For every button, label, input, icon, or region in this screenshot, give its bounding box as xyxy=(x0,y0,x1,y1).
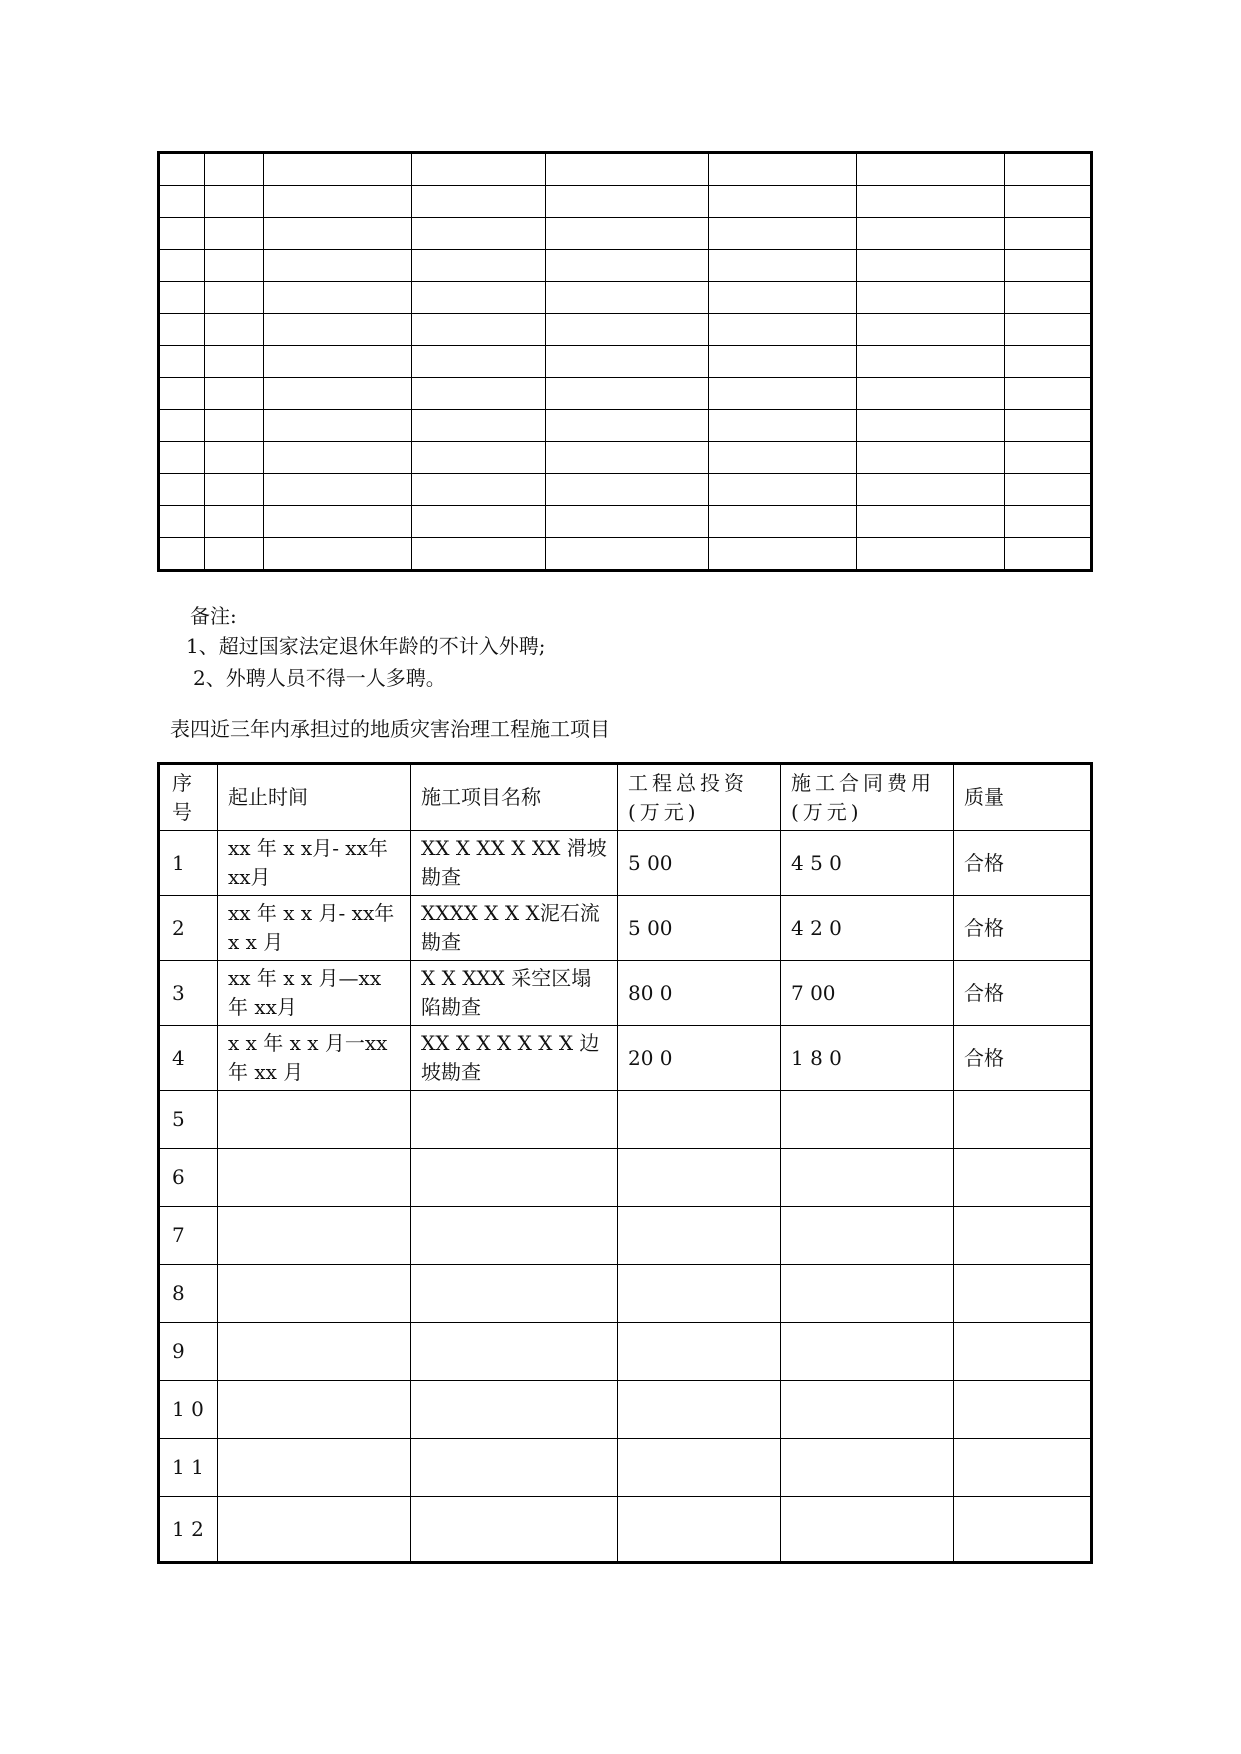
table-row xyxy=(159,1026,1092,1091)
empty-cell xyxy=(205,153,264,186)
empty-cell xyxy=(412,346,546,378)
cell-investment: 80 0 xyxy=(618,961,781,1026)
empty-cell xyxy=(1005,474,1092,506)
empty-cell xyxy=(857,538,1005,571)
cell-contract xyxy=(781,1381,954,1439)
empty-row xyxy=(159,186,1092,218)
empty-cell xyxy=(709,538,857,571)
cell-period xyxy=(218,1149,411,1207)
empty-cell xyxy=(857,474,1005,506)
table-row xyxy=(159,1497,1092,1563)
empty-cell xyxy=(412,314,546,346)
cell-investment xyxy=(618,1381,781,1439)
empty-cell xyxy=(1005,378,1092,410)
cell-contract xyxy=(781,1497,954,1563)
cell-seq: 9 xyxy=(159,1323,218,1381)
empty-cell xyxy=(412,474,546,506)
empty-cell xyxy=(857,218,1005,250)
cell-investment xyxy=(618,1265,781,1323)
table-row xyxy=(159,1439,1092,1497)
cell-quality xyxy=(954,1381,1092,1439)
empty-cell xyxy=(546,250,709,282)
projects-table xyxy=(157,762,1093,1564)
empty-cell xyxy=(205,506,264,538)
cell-seq: 1 xyxy=(159,831,218,896)
header-row xyxy=(159,764,1092,831)
empty-cell xyxy=(546,410,709,442)
cell-project-name xyxy=(411,1091,618,1149)
empty-cell xyxy=(1005,218,1092,250)
empty-row xyxy=(159,410,1092,442)
empty-cell xyxy=(857,282,1005,314)
cell-contract xyxy=(781,1439,954,1497)
empty-cell xyxy=(546,346,709,378)
empty-row xyxy=(159,282,1092,314)
empty-cell xyxy=(159,314,205,346)
cell-project-name xyxy=(411,1207,618,1265)
empty-row xyxy=(159,474,1092,506)
empty-cell xyxy=(546,442,709,474)
empty-row xyxy=(159,218,1092,250)
empty-cell xyxy=(412,186,546,218)
cell-seq: 1 2 xyxy=(159,1497,218,1563)
empty-cell xyxy=(264,153,412,186)
cell-contract: 4 2 0 xyxy=(781,896,954,961)
empty-cell xyxy=(857,410,1005,442)
cell-project-name xyxy=(411,1439,618,1497)
empty-cell xyxy=(412,250,546,282)
cell-contract xyxy=(781,1091,954,1149)
cell-investment xyxy=(618,1207,781,1265)
header-investment: 工程总投资(万元) xyxy=(618,764,781,831)
empty-cell xyxy=(412,282,546,314)
empty-cell xyxy=(205,282,264,314)
table-row xyxy=(159,896,1092,961)
empty-cell xyxy=(264,410,412,442)
empty-cell xyxy=(709,153,857,186)
cell-seq: 7 xyxy=(159,1207,218,1265)
empty-cell xyxy=(205,474,264,506)
empty-cell xyxy=(546,186,709,218)
cell-quality: 合格 xyxy=(954,831,1092,896)
cell-project-name: XX X XX X XX 滑坡勘查 xyxy=(411,831,618,896)
empty-cell xyxy=(857,186,1005,218)
cell-project-name xyxy=(411,1497,618,1563)
cell-period xyxy=(218,1323,411,1381)
cell-quality xyxy=(954,1265,1092,1323)
empty-cell xyxy=(857,346,1005,378)
empty-cell xyxy=(546,218,709,250)
empty-cell xyxy=(709,314,857,346)
empty-row xyxy=(159,250,1092,282)
empty-cell xyxy=(264,378,412,410)
empty-cell xyxy=(857,250,1005,282)
empty-row xyxy=(159,378,1092,410)
cell-quality xyxy=(954,1091,1092,1149)
empty-cell xyxy=(205,218,264,250)
empty-cell xyxy=(1005,314,1092,346)
cell-seq: 8 xyxy=(159,1265,218,1323)
empty-cell xyxy=(709,250,857,282)
empty-cell xyxy=(264,538,412,571)
header-quality: 质量 xyxy=(954,764,1092,831)
cell-quality: 合格 xyxy=(954,961,1092,1026)
empty-cell xyxy=(159,538,205,571)
empty-cell xyxy=(1005,442,1092,474)
cell-seq: 4 xyxy=(159,1026,218,1091)
empty-row xyxy=(159,442,1092,474)
empty-cell xyxy=(709,442,857,474)
cell-quality: 合格 xyxy=(954,896,1092,961)
cell-period xyxy=(218,1497,411,1563)
empty-row xyxy=(159,153,1092,186)
empty-cell xyxy=(264,346,412,378)
empty-cell xyxy=(709,346,857,378)
cell-project-name xyxy=(411,1265,618,1323)
empty-cell xyxy=(1005,506,1092,538)
empty-cell xyxy=(546,474,709,506)
empty-cell xyxy=(546,378,709,410)
empty-cell xyxy=(1005,538,1092,571)
empty-cell xyxy=(546,506,709,538)
empty-cell xyxy=(412,442,546,474)
cell-quality xyxy=(954,1497,1092,1563)
cell-project-name: X X XXX 采空区塌陷勘查 xyxy=(411,961,618,1026)
cell-quality xyxy=(954,1439,1092,1497)
cell-investment xyxy=(618,1323,781,1381)
empty-cell xyxy=(1005,346,1092,378)
empty-cell xyxy=(709,506,857,538)
cell-period xyxy=(218,1265,411,1323)
empty-cell xyxy=(264,442,412,474)
empty-cell xyxy=(546,153,709,186)
empty-cell xyxy=(159,410,205,442)
empty-cell xyxy=(546,314,709,346)
cell-contract: 1 8 0 xyxy=(781,1026,954,1091)
cell-contract xyxy=(781,1323,954,1381)
note-line-2: 2、外聘人员不得一人多聘。 xyxy=(193,666,446,690)
empty-cell xyxy=(159,474,205,506)
empty-cell xyxy=(159,218,205,250)
cell-quality xyxy=(954,1149,1092,1207)
cell-seq: 5 xyxy=(159,1091,218,1149)
empty-cell xyxy=(264,474,412,506)
cell-seq: 6 xyxy=(159,1149,218,1207)
header-contract: 施工合同费用(万元) xyxy=(781,764,954,831)
empty-cell xyxy=(857,314,1005,346)
cell-period xyxy=(218,1207,411,1265)
empty-cell xyxy=(546,282,709,314)
empty-cell xyxy=(205,346,264,378)
empty-cell xyxy=(412,538,546,571)
cell-period: xx 年 x x月- xx年 xx月 xyxy=(218,831,411,896)
table-row xyxy=(159,1265,1092,1323)
empty-cell xyxy=(205,314,264,346)
empty-cell xyxy=(205,538,264,571)
notes-title: 备注: xyxy=(190,604,237,628)
empty-cell xyxy=(205,410,264,442)
cell-investment xyxy=(618,1497,781,1563)
cell-quality xyxy=(954,1323,1092,1381)
empty-cell xyxy=(205,250,264,282)
cell-project-name: XX X X X X X X 边坡勘查 xyxy=(411,1026,618,1091)
table-row xyxy=(159,961,1092,1026)
empty-cell xyxy=(1005,186,1092,218)
empty-cell xyxy=(159,378,205,410)
cell-project-name xyxy=(411,1381,618,1439)
empty-row xyxy=(159,506,1092,538)
table-row xyxy=(159,831,1092,896)
empty-cell xyxy=(159,250,205,282)
empty-cell xyxy=(1005,410,1092,442)
cell-investment: 5 00 xyxy=(618,831,781,896)
empty-cell xyxy=(709,218,857,250)
table-row xyxy=(159,1207,1092,1265)
cell-seq: 1 1 xyxy=(159,1439,218,1497)
cell-contract: 4 5 0 xyxy=(781,831,954,896)
empty-cell xyxy=(857,378,1005,410)
empty-cell xyxy=(159,506,205,538)
empty-cell xyxy=(159,442,205,474)
cell-investment: 20 0 xyxy=(618,1026,781,1091)
empty-cell xyxy=(857,442,1005,474)
empty-row xyxy=(159,538,1092,571)
table-row xyxy=(159,1091,1092,1149)
cell-seq: 2 xyxy=(159,896,218,961)
empty-cell xyxy=(264,186,412,218)
cell-period xyxy=(218,1439,411,1497)
empty-cell xyxy=(857,153,1005,186)
empty-cell xyxy=(264,314,412,346)
empty-cell xyxy=(1005,153,1092,186)
cell-project-name xyxy=(411,1323,618,1381)
cell-project-name: XXXX X X X泥石流勘查 xyxy=(411,896,618,961)
empty-cell xyxy=(709,474,857,506)
cell-contract xyxy=(781,1265,954,1323)
empty-cell xyxy=(264,250,412,282)
empty-cell xyxy=(205,442,264,474)
cell-quality: 合格 xyxy=(954,1026,1092,1091)
cell-seq: 1 0 xyxy=(159,1381,218,1439)
empty-cell xyxy=(264,282,412,314)
empty-cell xyxy=(709,186,857,218)
staff-table-continued xyxy=(157,151,1093,572)
header-period: 起止时间 xyxy=(218,764,411,831)
table-title: 表四近三年内承担过的地质灾害治理工程施工项目 xyxy=(170,717,610,741)
cell-project-name xyxy=(411,1149,618,1207)
empty-cell xyxy=(546,538,709,571)
table-row xyxy=(159,1323,1092,1381)
empty-cell xyxy=(205,186,264,218)
cell-period xyxy=(218,1091,411,1149)
empty-row xyxy=(159,314,1092,346)
empty-cell xyxy=(709,282,857,314)
empty-cell xyxy=(1005,250,1092,282)
empty-cell xyxy=(1005,282,1092,314)
table-row xyxy=(159,1149,1092,1207)
cell-investment: 5 00 xyxy=(618,896,781,961)
cell-period: xx 年 x x 月—xx年 xx月 xyxy=(218,961,411,1026)
empty-cell xyxy=(709,410,857,442)
cell-seq: 3 xyxy=(159,961,218,1026)
header-project-name: 施工项目名称 xyxy=(411,764,618,831)
table-row xyxy=(159,1381,1092,1439)
empty-cell xyxy=(857,506,1005,538)
empty-cell xyxy=(264,218,412,250)
empty-cell xyxy=(709,378,857,410)
empty-cell xyxy=(412,218,546,250)
cell-contract xyxy=(781,1207,954,1265)
empty-cell xyxy=(412,506,546,538)
cell-period: x x 年 x x 月一xx 年 xx 月 xyxy=(218,1026,411,1091)
empty-cell xyxy=(159,282,205,314)
empty-cell xyxy=(412,378,546,410)
empty-row xyxy=(159,346,1092,378)
cell-investment xyxy=(618,1091,781,1149)
cell-investment xyxy=(618,1149,781,1207)
empty-cell xyxy=(159,346,205,378)
empty-cell xyxy=(264,506,412,538)
cell-investment xyxy=(618,1439,781,1497)
empty-cell xyxy=(205,378,264,410)
cell-quality xyxy=(954,1207,1092,1265)
cell-period xyxy=(218,1381,411,1439)
empty-cell xyxy=(159,186,205,218)
empty-cell xyxy=(159,153,205,186)
cell-contract xyxy=(781,1149,954,1207)
empty-cell xyxy=(412,410,546,442)
header-seq: 序号 xyxy=(159,764,218,831)
cell-period: xx 年 x x 月- xx年 x x 月 xyxy=(218,896,411,961)
empty-cell xyxy=(412,153,546,186)
note-line-1: 1、超过国家法定退休年龄的不计入外聘; xyxy=(186,634,546,658)
cell-contract: 7 00 xyxy=(781,961,954,1026)
